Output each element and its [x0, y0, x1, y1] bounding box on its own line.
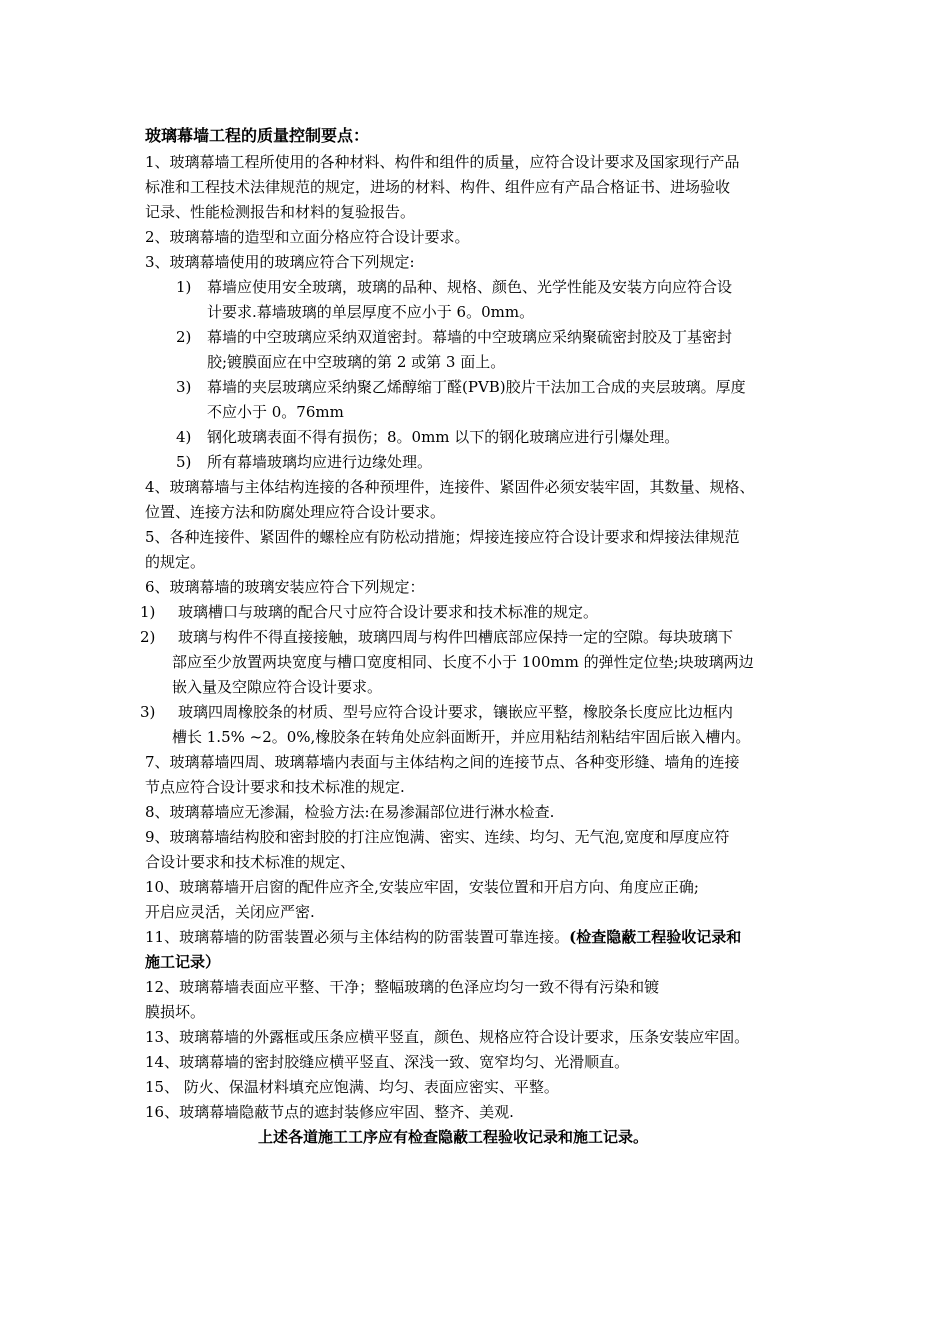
paragraph-line: 合设计要求和技术标准的规定、 — [145, 853, 356, 871]
list-number: 4) — [176, 428, 192, 446]
list-item-line: 不应小于 0。76mm — [207, 403, 344, 421]
paragraph-line: 记录、性能检测报告和材料的复验报告。 — [145, 203, 416, 221]
paragraph-line: 15、 防火、保温材料填充应饱满、均匀、表面应密实、平整。 — [145, 1078, 559, 1096]
paragraph-line — [145, 927, 741, 947]
paragraph-line: 膜损坏。 — [145, 1003, 206, 1021]
list-item-line: 玻璃与构件不得直接接触，玻璃四周与构件凹槽底部应保持一定的空隙。每块玻璃下 — [178, 628, 734, 646]
list-number: 5) — [176, 453, 192, 471]
list-item-line: 幕墙的夹层玻璃应采纳聚乙烯醇缩丁醛(PVB)胶片干法加工合成的夹层玻璃。厚度 — [207, 378, 746, 396]
list-item-line: 槽长 1.5% ~2。0%,橡胶条在转角处应斜面断开，并应用粘结剂粘结牢固后嵌入槽内。 — [172, 728, 751, 746]
page-title: 玻璃幕墙工程的质量控制要点： — [145, 126, 370, 145]
bold-note: 施工记录） — [145, 953, 221, 971]
closing-statement: 上述各道施工工序应有检查隐蔽工程验收记录和施工记录。 — [258, 1128, 649, 1146]
paragraph-line: 6、玻璃幕墙的玻璃安装应符合下列规定： — [145, 578, 425, 596]
paragraph-line: 13、玻璃幕墙的外露框或压条应横平竖直，颜色、规格应符合设计要求，压条安装应牢固。 — [145, 1028, 750, 1046]
paragraph-line: 10、玻璃幕墙开启窗的配件应齐全,安装应牢固，安装位置和开启方向、角度应正确; — [145, 878, 699, 896]
paragraph-line: 12、玻璃幕墙表面应平整、干净；整幅玻璃的色泽应均匀一致不得有污染和镀 — [145, 978, 660, 996]
paragraph-line: 7、玻璃幕墙四周、玻璃幕墙内表面与主体结构之间的连接节点、各种变形缝、墙角的连接 — [145, 753, 740, 771]
paragraph-text: 11、玻璃幕墙的防雷装置必须与主体结构的防雷装置可靠连接。 — [145, 928, 570, 946]
list-number: 2) — [176, 328, 192, 346]
paragraph-line: 9、玻璃幕墙结构胶和密封胶的打注应饱满、密实、连续、均匀、无气泡,宽度和厚度应符 — [145, 828, 730, 846]
paragraph-line: 1、玻璃幕墙工程所使用的各种材料、构件和组件的质量，应符合设计要求及国家现行产品 — [145, 153, 740, 171]
list-item-line: 嵌入量及空隙应符合设计要求。 — [172, 678, 383, 696]
list-item-line: 所有幕墙玻璃均应进行边缘处理。 — [207, 453, 433, 471]
list-item-line: 玻璃槽口与玻璃的配合尺寸应符合设计要求和技术标准的规定。 — [178, 603, 599, 621]
list-item-line: 幕墙应使用安全玻璃，玻璃的品种、规格、颜色、光学性能及安装方向应符合设 — [207, 278, 733, 296]
list-item-line: 胶;镀膜面应在中空玻璃的第 2 或第 3 面上。 — [207, 353, 506, 371]
paragraph-line: 2、玻璃幕墙的造型和立面分格应符合设计要求。 — [145, 228, 470, 246]
paragraph-line: 8、玻璃幕墙应无渗漏，检验方法:在易渗漏部位进行淋水检查. — [145, 803, 555, 821]
paragraph-line: 3、玻璃幕墙使用的玻璃应符合下列规定: — [145, 253, 415, 271]
paragraph-line: 5、各种连接件、紧固件的螺栓应有防松动措施；焊接连接应符合设计要求和焊接法律规范 — [145, 528, 740, 546]
list-number: 1) — [140, 603, 156, 621]
list-item-line: 幕墙的中空玻璃应采纳双道密封。幕墙的中空玻璃应采纳聚硫密封胶及丁基密封 — [207, 328, 733, 346]
paragraph-line: 标准和工程技术法律规范的规定，进场的材料、构件、组件应有产品合格证书、进场验收 — [145, 178, 731, 196]
paragraph-line: 14、玻璃幕墙的密封胶缝应横平竖直、深浅一致、宽窄均匀、光滑顺直。 — [145, 1053, 630, 1071]
list-number: 1) — [176, 278, 192, 296]
paragraph-line: 的规定。 — [145, 553, 206, 571]
list-number: 2) — [140, 628, 156, 646]
paragraph-line: 位置、连接方法和防腐处理应符合设计要求。 — [145, 503, 446, 521]
list-number: 3) — [140, 703, 156, 721]
paragraph-line: 16、玻璃幕墙隐蔽节点的遮封装修应牢固、整齐、美观. — [145, 1103, 514, 1121]
list-item-line: 钢化玻璃表面不得有损伤；8。0mm 以下的钢化玻璃应进行引爆处理。 — [207, 428, 680, 446]
list-number: 3) — [176, 378, 192, 396]
list-item-line: 计要求.幕墙玻璃的单层厚度不应小于 6。0mm。 — [207, 303, 535, 321]
paragraph-line: 开启应灵活，关闭应严密. — [145, 903, 315, 921]
paragraph-line: 节点应符合设计要求和技术标准的规定. — [145, 778, 405, 796]
bold-note: (检查隐蔽工程验收记录和 — [569, 928, 742, 946]
list-item-line: 玻璃四周橡胶条的材质、型号应符合设计要求，镶嵌应平整，橡胶条长度应比边框内 — [178, 703, 734, 721]
list-item-line: 部应至少放置两块宽度与槽口宽度相同、长度不小于 100mm 的弹性定位垫;块玻璃两边 — [172, 653, 754, 671]
paragraph-line: 4、玻璃幕墙与主体结构连接的各种预埋件，连接件、紧固件必须安装牢固，其数量、规格、 — [145, 478, 755, 496]
